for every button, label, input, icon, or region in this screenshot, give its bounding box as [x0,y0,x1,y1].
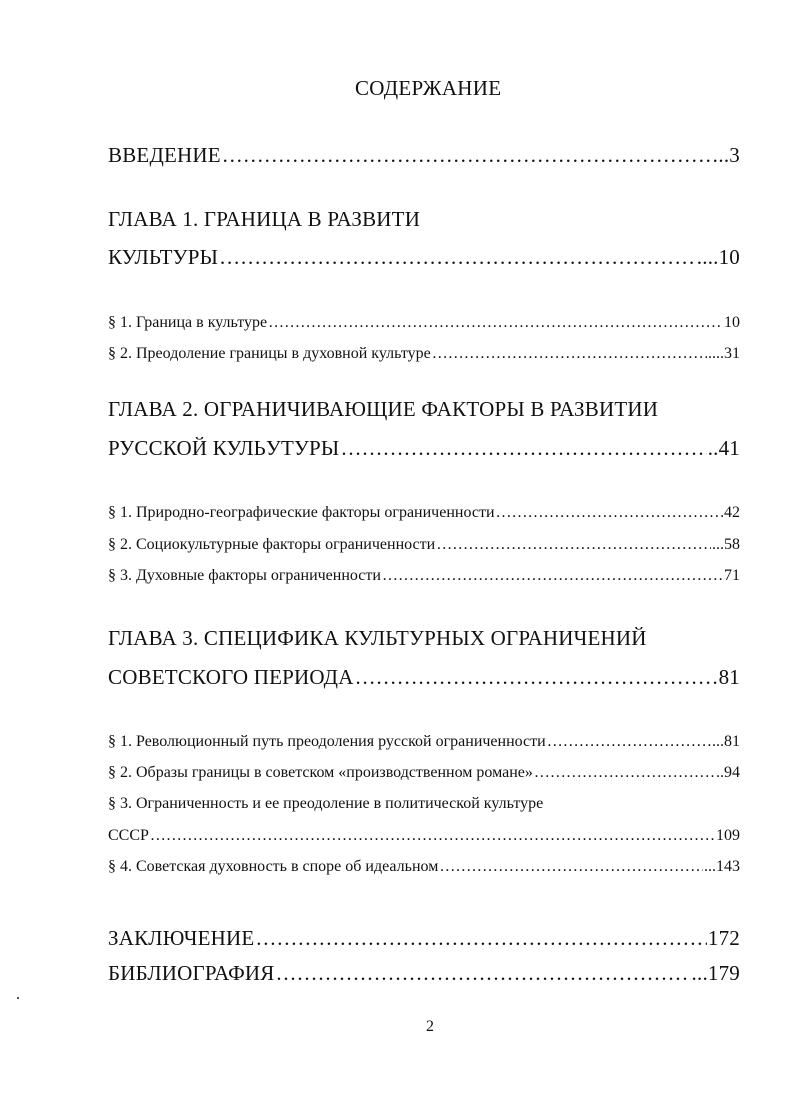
toc-entry-label: § 1. Природно-географические факторы ограниченности [108,504,495,521]
toc-entry-intro[interactable] [108,143,740,168]
toc-leader-dots [547,733,711,751]
toc-entry-label: § 2. Образы границы в советском «производственном романе» [108,764,533,781]
scan-speck [17,997,19,999]
toc-entry-page: ....31 [708,345,740,362]
toc-entry-ch3-s3-line1[interactable]: § 3. Ограниченность и ее преодоление в политической культуре [108,795,544,812]
toc-entry-conclusion[interactable] [108,926,740,951]
toc-entry-ch1-s2[interactable] [108,345,740,363]
toc-leader-dots [439,858,703,876]
toc-entry-label: § 2. Преодоление границы в духовной культуре [108,345,431,362]
toc-entry-label: СОВЕТСКОГО ПЕРИОДА [108,665,354,689]
toc-entry-page: ....10 [696,245,740,269]
toc-leader-dots [382,567,723,585]
toc-entry-label: РУССКОЙ КУЛЬУТУРЫ [108,436,340,460]
toc-entry-page: ..94 [716,764,740,781]
toc-entry-label: ЗАКЛЮЧЕНИЕ [108,926,255,950]
toc-entry-label: СССР [108,827,149,844]
toc-entry-ch3-s4[interactable] [108,858,740,876]
toc-leader-dots [222,143,718,168]
toc-entry-ch1-s1[interactable] [108,314,740,332]
toc-leader-dots [355,665,718,690]
toc-entry-ch2-s2[interactable] [108,536,740,554]
toc-entry-page: 172 [707,926,740,950]
toc-entry-chapter-3[interactable] [108,665,740,690]
page-title: СОДЕРЖАНИЕ [355,76,502,100]
toc-entry-label: КУЛЬТУРЫ [108,245,219,269]
page-number: 2 [426,1018,434,1035]
toc-leader-dots [268,314,723,332]
toc-leader-dots [219,245,696,270]
toc-entry-page: 42 [724,504,740,521]
toc-entry-page: ...179 [691,961,740,985]
toc-entry-ch3-s3[interactable] [108,827,740,845]
toc-leader-dots [432,345,707,363]
toc-entry-label: ВВЕДЕНИЕ [108,143,221,167]
toc-entry-page: ..41 [707,436,740,460]
toc-leader-dots [340,436,706,461]
toc-entry-label: § 1. Граница в культуре [108,314,268,331]
toc-entry-page: 109 [716,827,740,844]
toc-entry-page: ..3 [718,143,740,167]
toc-entry-label: § 3. Духовные факторы ограниченности [108,567,381,584]
toc-entry-ch3-s2[interactable] [108,764,740,782]
toc-entry-chapter-2[interactable] [108,436,740,461]
toc-entry-label: § 4. Советская духовность в споре об идеальном [108,858,439,875]
chapter-3-heading[interactable]: ГЛАВА 3. СПЕЦИФИКА КУЛЬТУРНЫХ ОГРАНИЧЕНИЙ [108,626,647,650]
toc-leader-dots [275,961,690,986]
toc-entry-label: § 2. Социокультурные факторы ограниченности [108,536,436,553]
toc-leader-dots [496,504,724,522]
toc-entry-ch2-s1[interactable] [108,504,740,522]
toc-entry-page: 10 [724,314,740,331]
toc-entry-page: ...58 [712,536,740,553]
toc-entry-page: ...143 [704,858,740,875]
toc-leader-dots [534,764,715,782]
toc-entry-chapter-1[interactable] [108,245,740,270]
toc-leader-dots [255,926,707,951]
toc-entry-label: БИБЛИОГРАФИЯ [108,961,275,985]
toc-entry-ch2-s3[interactable] [108,567,740,585]
chapter-2-heading[interactable]: ГЛАВА 2. ОГРАНИЧИВАЮЩИЕ ФАКТОРЫ В РАЗВИТИИ [108,397,659,421]
toc-entry-ch3-s1[interactable] [108,733,740,751]
toc-leader-dots [436,536,711,554]
toc-entry-label: § 1. Революционный путь преодоления русской ограниченности [108,733,546,750]
chapter-1-heading[interactable]: ГЛАВА 1. ГРАНИЦА В РАЗВИТИ [108,207,421,231]
toc-entry-page: 81 [718,665,740,689]
toc-entry-page: 71 [724,567,740,584]
toc-entry-page: ...81 [712,733,740,750]
toc-entry-bibliography[interactable] [108,961,740,986]
toc-leader-dots [150,827,715,845]
